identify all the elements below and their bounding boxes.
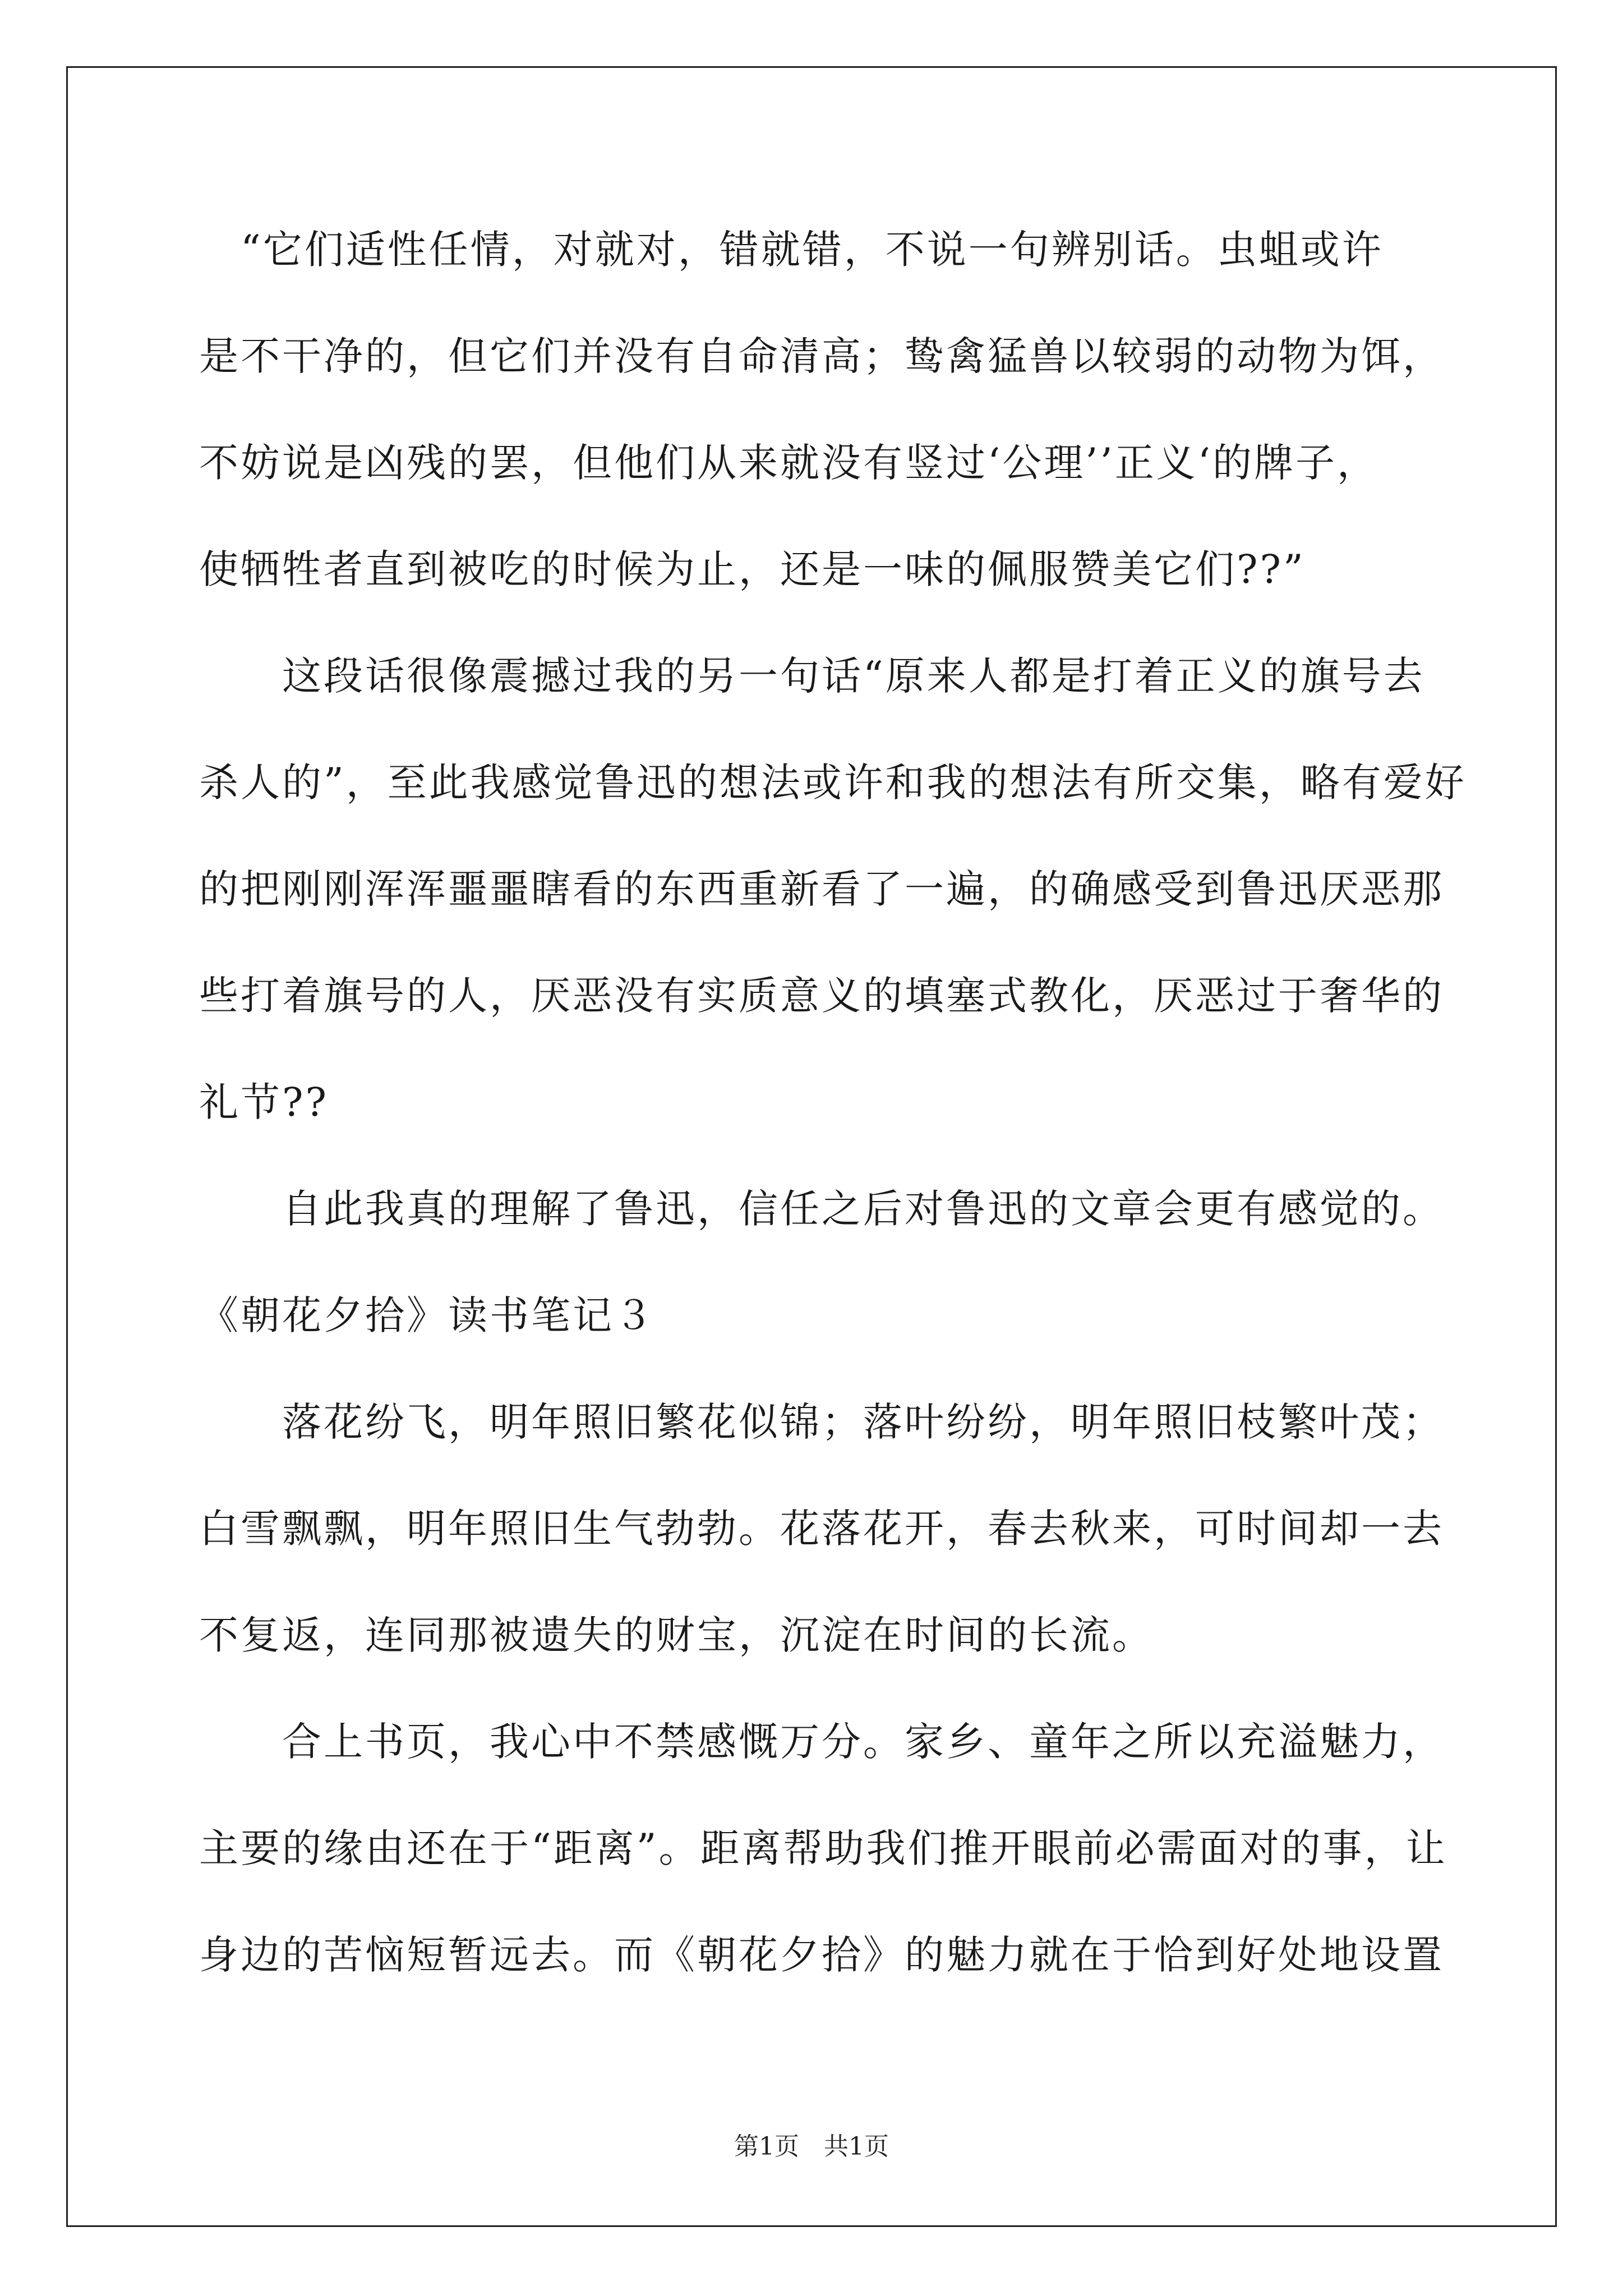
text-line: 是不干净的，但它们并没有自命清高；鸷禽猛兽以较弱的动物为饵， bbox=[199, 333, 1444, 379]
text-line: 合上书页，我心中不禁感慨万分。家乡、童年之所以充溢魅力， bbox=[199, 1719, 1444, 1765]
text-line: 使牺牲者直到被吃的时候为止，还是一味的佩服赞美它们??” bbox=[199, 546, 1306, 592]
text-line: 的把刚刚浑浑噩噩瞎看的东西重新看了一遍，的确感受到鲁迅厌恶那 bbox=[199, 866, 1444, 912]
text-line: 不妨说是凶残的罢，但他们从来就没有竖过‘公理’’正义‘的牌子， bbox=[199, 440, 1379, 486]
document-body bbox=[199, 222, 1467, 2033]
text-line: 杀人的”，至此我感觉鲁迅的想法或许和我的想法有所交集，略有爱好 bbox=[199, 760, 1467, 806]
text-line: 白雪飘飘，明年照旧生气勃勃。花落花开，春去秋来，可时间却一去 bbox=[199, 1506, 1444, 1552]
text-line: 自此我真的理解了鲁迅，信任之后对鲁迅的文章会更有感觉的。 bbox=[199, 1186, 1444, 1232]
section-heading: 《朝花夕拾》读书笔记３ bbox=[199, 1292, 656, 1338]
text-line: 礼节?? bbox=[199, 1079, 329, 1125]
text-line: 不复返，连同那被遗失的财宝，沉淀在时间的长流。 bbox=[199, 1612, 1154, 1658]
text-line: 身边的苦恼短暂远去。而《朝花夕拾》的魅力就在于恰到好处地设置 bbox=[199, 1932, 1444, 1978]
text-line: 主要的缘由还在于“距离”。距离帮助我们推开眼前必需面对的事，让 bbox=[199, 1825, 1447, 1871]
text-line: “它们适性任情，对就对，错就错，不说一句辨别话。虫蛆或许 bbox=[199, 227, 1384, 273]
page-footer: 第1页 共1页 bbox=[734, 2132, 889, 2161]
text-line: 这段话很像震撼过我的另一句话“原来人都是打着正义的旗号去 bbox=[199, 653, 1425, 699]
text-line: 些打着旗号的人，厌恶没有实质意义的填塞式教化，厌恶过于奢华的 bbox=[199, 973, 1444, 1019]
text-line: 落花纷飞，明年照旧繁花似锦；落叶纷纷，明年照旧枝繁叶茂； bbox=[199, 1399, 1444, 1445]
